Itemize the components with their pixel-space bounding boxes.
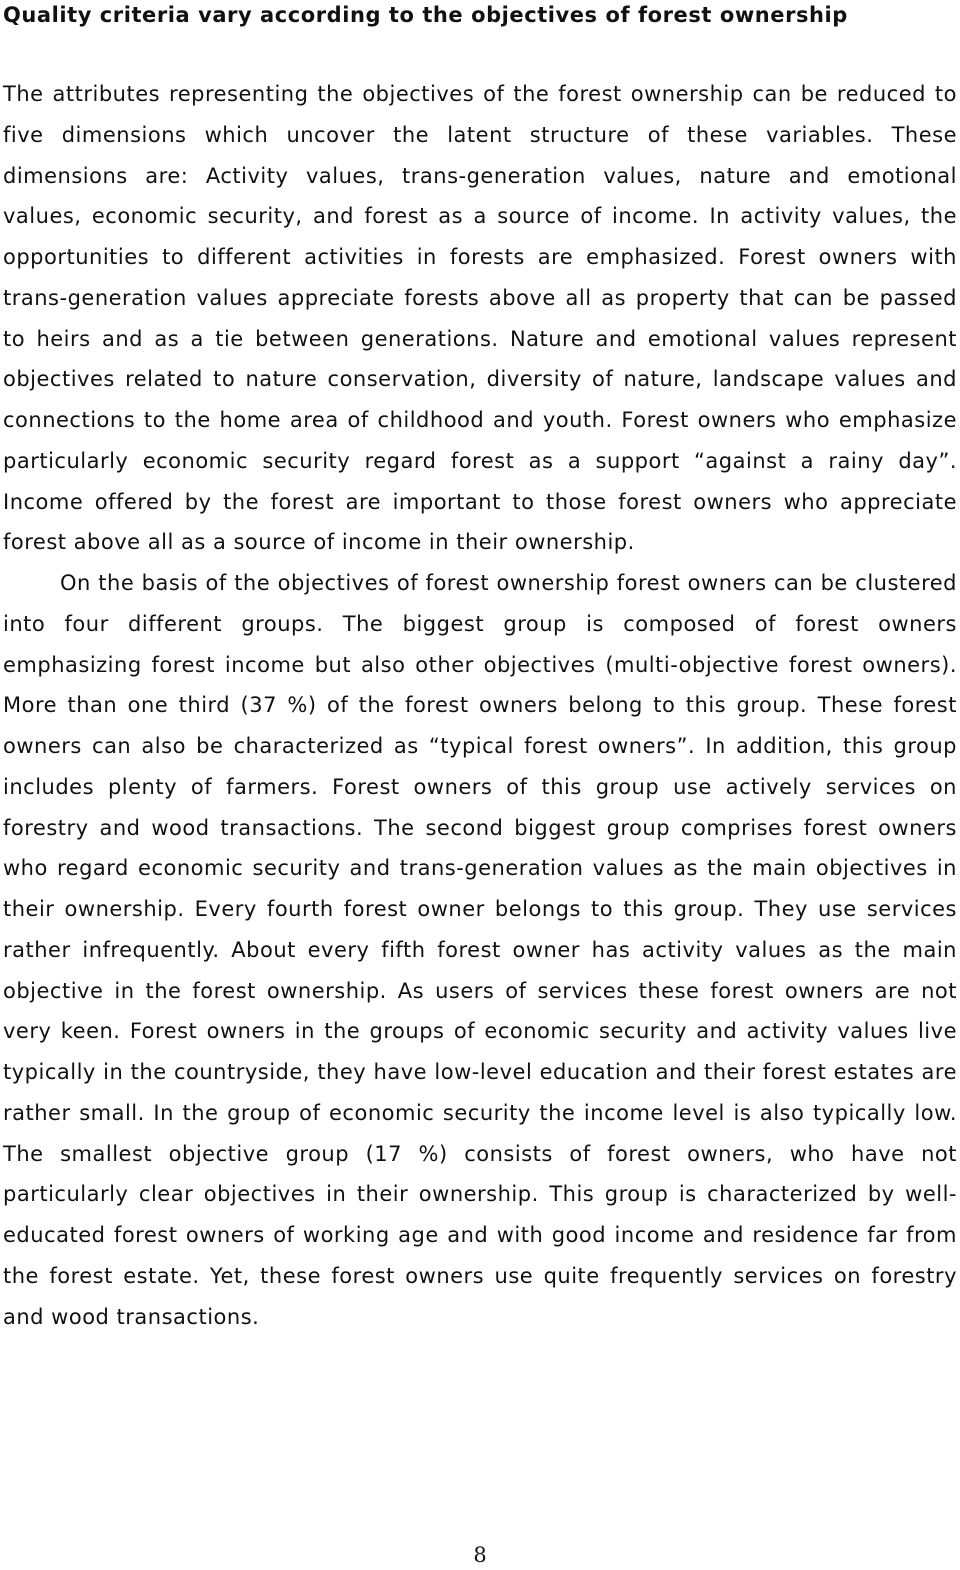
body-text [3, 74, 957, 1337]
section-heading: Quality criteria vary according to the objectives of forest ownership [3, 3, 848, 27]
paragraph-objective-dimensions: The attributes representing the objectives of the forest ownership can be reduced to five dimensions which uncover the latent structure of these variables. These dimensions are: Activity values, trans-generation values, nature and emotional values, economic security, and forest as a source of income. In activity values, the opportunities to different activities in forests are emphasized. Forest owners with trans-generation values appreciate forests above all as property that can be passed to heirs and as a tie between generations. Nature and emotional values represent objectives related to nature conservation, diversity of nature, landscape values and connections to the home area of childhood and youth. Forest owners who emphasize particularly economic security regard forest as a support “against a rainy day”. Income offered by the forest are important to those forest owners who appreciate forest above all as a source of income in their ownership. [3, 82, 957, 555]
paragraph-owner-groups: On the basis of the objectives of forest ownership forest owners can be clustered into four different groups. The biggest group is composed of forest owners emphasizing forest income but also other objectives (multi-objective forest owners). More than one third (37 %) of the forest owners belong to this group. These forest owners can also be characterized as “typical forest owners”. In addition, this group includes plenty of farmers. Forest owners of this group use actively services on forestry and wood transactions. The second biggest group comprises forest owners who regard economic security and trans-generation values as the main objectives in their ownership. Every fourth forest owner belongs to this group. They use services rather infrequently. About every fifth forest owner has activity values as the main objective in the forest ownership. As users of services these forest owners are not very keen. Forest owners in the groups of economic security and activity values live typically in the countryside, they have low-level education and their forest estates are rather small. In the group of economic security the income level is also typically low. The smallest objective group (17 %) consists of forest owners, who have not particularly clear objectives in their ownership. This group is characterized by well-educated forest owners of working age and with good income and residence far from the forest estate. Yet, these forest owners use quite frequently services on forestry and wood transactions. [3, 571, 957, 1329]
page-number: 8 [473, 1543, 487, 1567]
